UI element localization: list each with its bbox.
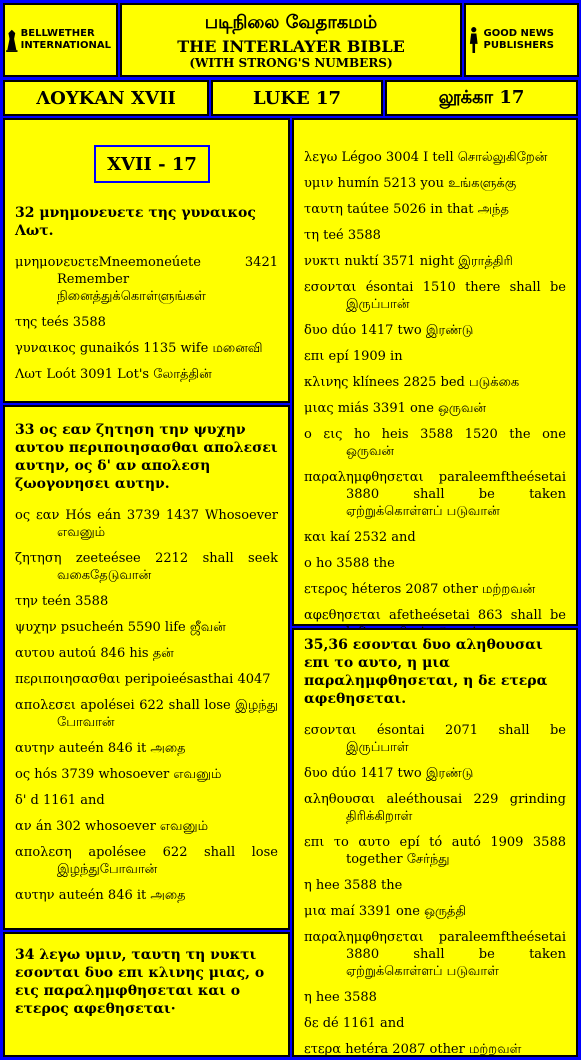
word-entry: αν án 302 whosoever எவனும்: [15, 819, 209, 834]
ref-english: LUKE 17: [211, 80, 383, 116]
word-entry: αυτην auteén 846 it அதை: [15, 741, 186, 756]
good-news-logo-text: GOOD NEWS PUBLISHERS: [483, 28, 554, 51]
word-entry: απολεση apolésee 622 shall lose இழந்துபோவான்: [15, 845, 278, 877]
title-tamil: படிநிலை வேதாகமம்: [204, 12, 378, 33]
verse-35-36-greek: 35,36 εσονται δυο αληθουσαι επι το αυτο, η μια παραλημφθησεται, η δε ετερα αφεθησεται.: [304, 637, 548, 707]
word-entry: υμιν humín 5213 you உங்களுக்கு: [304, 176, 517, 191]
word-entry: απολεσει apolései 622 shall lose இழந்து போவான்: [15, 698, 278, 730]
bellwether-logo-text: BELLWETHER INTERNATIONAL: [20, 28, 111, 51]
word-entry: παραλημφθησεται paraleemftheésetai 3880 shall be taken ஏற்றுக்கொள்ளப் படுவான்: [304, 470, 566, 519]
word-entry: ετερα hetéra 2087 other மற்றவள்: [304, 1042, 522, 1057]
word-entry: περιποιησασθαι peripoieésasthai 4047: [15, 672, 271, 687]
verse-34-words-panel: [292, 118, 578, 626]
verse-34-greek: 34 λεγω υμιν, ταυτη τη νυκτι εσονται δυο επι κλινης μιας, ο εις παραλημφθησεται και ο ετερος αφεθησεται·: [15, 947, 265, 1017]
verse-34-panel: [3, 932, 290, 1057]
word-entry: ος hós 3739 whosoever எவனும்: [15, 767, 222, 782]
verse-32-greek: 32 μνημονευετε της γυναικος Λωτ.: [15, 205, 256, 239]
word-entry: και kaí 2532 and: [304, 530, 416, 545]
word-entry: ο εις ho heis 3588 1520 the one ஒருவன்: [304, 427, 566, 459]
word-entry: αυτην auteén 846 it அதை: [15, 888, 186, 903]
word-entry: αυτου autoú 846 his தன்: [15, 646, 174, 661]
word-entry: ο ho 3588 the: [304, 556, 395, 571]
ref-tamil: லூக்கா 17: [385, 80, 578, 116]
ram-icon: [5, 18, 19, 62]
title-block: [120, 3, 462, 77]
word-entry: δ' d 1161 and: [15, 793, 105, 808]
verse-33-panel: [3, 405, 290, 930]
word-entry: εσονται ésontai 1510 there shall be இருப்பான்: [304, 280, 566, 312]
word-entry: δε dé 1161 and: [304, 1016, 405, 1031]
word-entry: εσονται ésontai 2071 shall be இருப்பாள்: [304, 723, 566, 755]
word-entry: την teén 3588: [15, 594, 109, 609]
word-entry: ετερος héteros 2087 other மற்றவன்: [304, 582, 536, 597]
chapter-box: XVII - 17: [94, 145, 210, 183]
verse-33-greek: 33 ος εαν ζητηση την ψυχην αυτου περιποιησασθαι απολεσει αυτην, ος δ' αν απολεση ζωογονησει αυτην.: [15, 422, 278, 492]
word-entry: δυο dúo 1417 two இரண்டு: [304, 766, 474, 781]
word-entry: μια maí 3391 one ஒருத்தி: [304, 904, 467, 919]
word-entry: αληθουσαι aleéthousai 229 grinding திரிக்கிறாள்: [304, 792, 566, 824]
verse-35-36-panel: [292, 628, 578, 1057]
word-entry: αφεθησεται afetheésetai 863 shall be: [304, 608, 566, 623]
word-entry: τη teé 3588: [304, 228, 381, 243]
word-entry: νυκτι nuktí 3571 night இராத்திரி: [304, 254, 513, 269]
word-entry: ζητηση zeeteésee 2212 shall seek வகைதேடுவான்: [15, 551, 278, 583]
word-entry: κλινης klínees 2825 bed படுக்கை: [304, 375, 520, 390]
word-entry: η hee 3588: [304, 990, 377, 1005]
title-main: THE INTERLAYER BIBLE: [177, 37, 405, 56]
word-entry: δυο dúo 1417 two இரண்டு: [304, 323, 474, 338]
word-entry: γυναικος gunaikós 1135 wife மனைவி: [15, 341, 263, 356]
word-entry: της teés 3588: [15, 315, 106, 330]
word-entry: ος εαν Hós eán 3739 1437 Whosoever எவனும்: [15, 508, 278, 540]
word-entry: επι το αυτο epí tó autó 1909 3588 together சேர்ந்து: [304, 835, 566, 867]
word-entry: Λωτ Loót 3091 Lot's லோத்தின்: [15, 367, 212, 382]
good-news-logo: [464, 3, 579, 77]
bellwether-logo: [3, 3, 118, 77]
word-entry: ταυτη taútee 5026 in that அந்த: [304, 202, 509, 217]
word-entry: λεγω Légoo 3004 I tell சொல்லுகிறேன்: [304, 150, 548, 165]
word-entry: μνημονευετεMneemoneúete 3421 Remember நினைத்துக்கொள்ளுங்கள்: [15, 255, 278, 304]
title-sub: (WITH STRONG'S NUMBERS): [189, 56, 393, 70]
word-entry: μιας miás 3391 one ஒருவன்: [304, 401, 487, 416]
word-entry: η hee 3588 the: [304, 878, 403, 893]
ref-greek: ΛΟΥΚΑΝ XVII: [3, 80, 209, 116]
sower-icon: [466, 18, 482, 62]
word-entry: επι epí 1909 in: [304, 349, 403, 364]
word-entry: παραλημφθησεται paraleemftheésetai 3880 shall be taken ஏற்றுக்கொள்ளப் படுவாள்: [304, 930, 566, 979]
word-entry: ψυχην psucheén 5590 life ஜீவன்: [15, 620, 226, 635]
